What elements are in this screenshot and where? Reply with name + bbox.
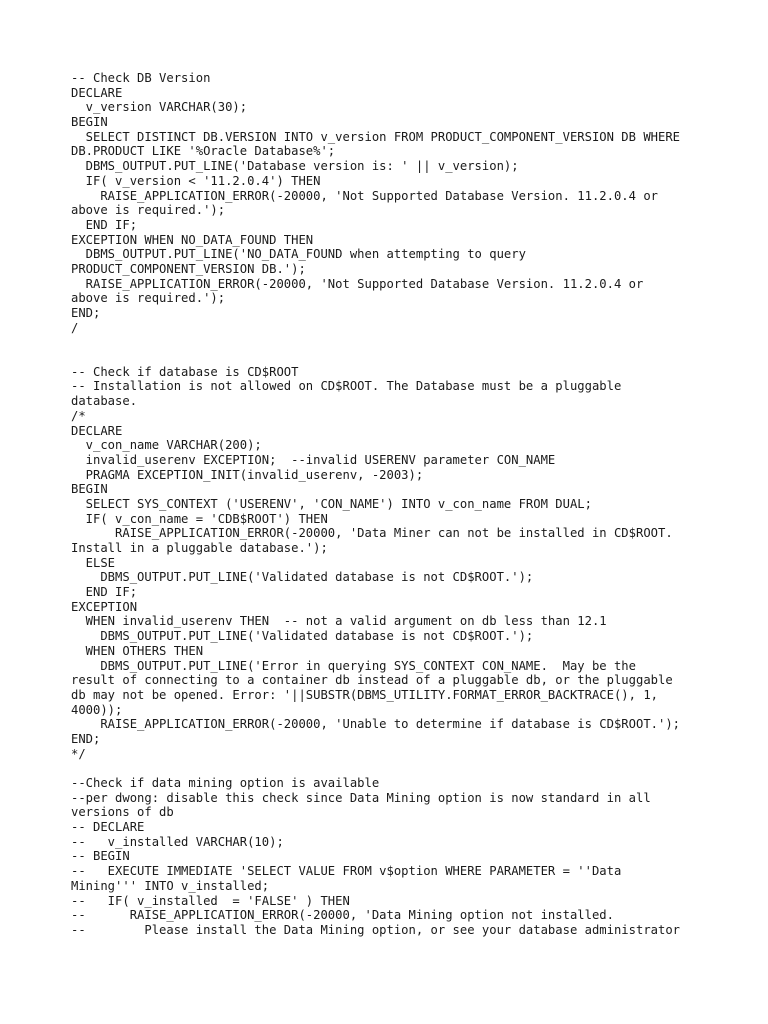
code-line: RAISE_APPLICATION_ERROR(-20000, 'Not Supported Database Version. 11.2.0.4 or [71,188,658,203]
code-line: above is required.'); [71,203,226,218]
code-line: -- EXECUTE IMMEDIATE 'SELECT VALUE FROM v$option WHERE PARAMETER = ''Data [71,864,622,879]
code-line: Install in a pluggable database.'); [71,541,328,555]
code-line: RAISE_APPLICATION_ERROR(-20000, 'Not Supported Database Version. 11.2.0.4 or [71,276,644,291]
code-line: / [71,320,79,335]
code-line: DECLARE [71,423,123,438]
code-line: invalid_userenv EXCEPTION; --invalid USERENV parameter CON_NAME [71,452,556,467]
code-line: PRAGMA EXCEPTION_INIT(invalid_userenv, -2003); [71,467,424,482]
code-line: END; [71,731,101,746]
code-line: /* [71,408,86,423]
code-line: -- Check DB Version [71,71,211,85]
code-line: --Check if data mining option is available [71,776,380,790]
code-line: END; [71,306,101,320]
code-line: -- Installation is not allowed on CD$ROOT. The Database must be a pluggable [71,379,622,394]
code-line: -- v_installed VARCHAR(10); [71,834,284,849]
code-line: IF( v_con_name = 'CDB$ROOT') THEN [71,511,328,526]
code-line: database. [71,394,138,409]
code-line: result of connecting to a container db instead of a pluggable db, or the pluggable [71,673,673,688]
code-line: PRODUCT_COMPONENT_VERSION DB.'); [71,261,306,276]
code-line: END IF; [71,585,138,600]
code-line: SELECT SYS_CONTEXT ('USERENV', 'CON_NAME') INTO v_con_name FROM DUAL; [71,496,592,511]
code-line: RAISE_APPLICATION_ERROR(-20000, 'Data Miner can not be installed in CD$ROOT. [71,526,673,541]
code-line: DBMS_OUTPUT.PUT_LINE('NO_DATA_FOUND when attempting to query [71,247,526,262]
code-line: -- Please install the Data Mining option, or see your database administrator [71,922,681,937]
code-line: Mining''' INTO v_installed; [71,878,270,893]
code-line: -- DECLARE [71,820,145,835]
code-line: BEGIN [71,115,108,130]
code-line: DBMS_OUTPUT.PUT_LINE('Database version is: ' || v_version); [71,159,519,174]
code-line: v_version VARCHAR(30); [71,100,248,115]
code-line: IF( v_version < '11.2.0.4') THEN [71,173,321,188]
code-line: -- Check if database is CD$ROOT [71,364,299,379]
code-line: DB.PRODUCT LIKE '%Oracle Database%'; [71,144,336,159]
code-line: 4000)); [71,702,123,717]
code-line: RAISE_APPLICATION_ERROR(-20000, 'Unable to determine if database is CD$ROOT.'); [71,717,681,732]
code-line: DECLARE [71,85,123,100]
code-line: v_con_name VARCHAR(200); [71,438,262,453]
code-line: above is required.'); [71,291,226,306]
code-line: DBMS_OUTPUT.PUT_LINE('Validated database is not CD$ROOT.'); [71,570,534,585]
code-line: END IF; [71,217,138,232]
code-document [71,71,761,938]
code-line [71,335,761,350]
code-line: EXCEPTION WHEN NO_DATA_FOUND THEN [71,232,314,247]
code-line: --per dwong: disable this check since Data Mining option is now standard in all [71,790,651,805]
code-line: DBMS_OUTPUT.PUT_LINE('Validated database is not CD$ROOT.'); [71,629,534,644]
code-line: BEGIN [71,482,108,497]
code-line: WHEN OTHERS THEN [71,643,204,658]
code-line: DBMS_OUTPUT.PUT_LINE('Error in querying SYS_CONTEXT CON_NAME. May be the [71,658,636,673]
code-line [71,350,761,365]
code-line: */ [71,746,86,761]
code-line: WHEN invalid_userenv THEN -- not a valid argument on db less than 12.1 [71,614,607,629]
code-line: ELSE [71,555,116,570]
code-line: db may not be opened. Error: '||SUBSTR(DBMS_UTILITY.FORMAT_ERROR_BACKTRACE(), 1, [71,687,658,702]
code-line [71,761,761,776]
code-line: versions of db [71,805,174,820]
code-line: SELECT DISTINCT DB.VERSION INTO v_version FROM PRODUCT_COMPONENT_VERSION DB WHERE [71,129,681,144]
code-line: EXCEPTION [71,599,138,614]
code-line: -- BEGIN [71,849,130,864]
code-line: -- IF( v_installed = 'FALSE' ) THEN [71,893,350,908]
code-line: -- RAISE_APPLICATION_ERROR(-20000, 'Data Mining option not installed. [71,908,614,923]
